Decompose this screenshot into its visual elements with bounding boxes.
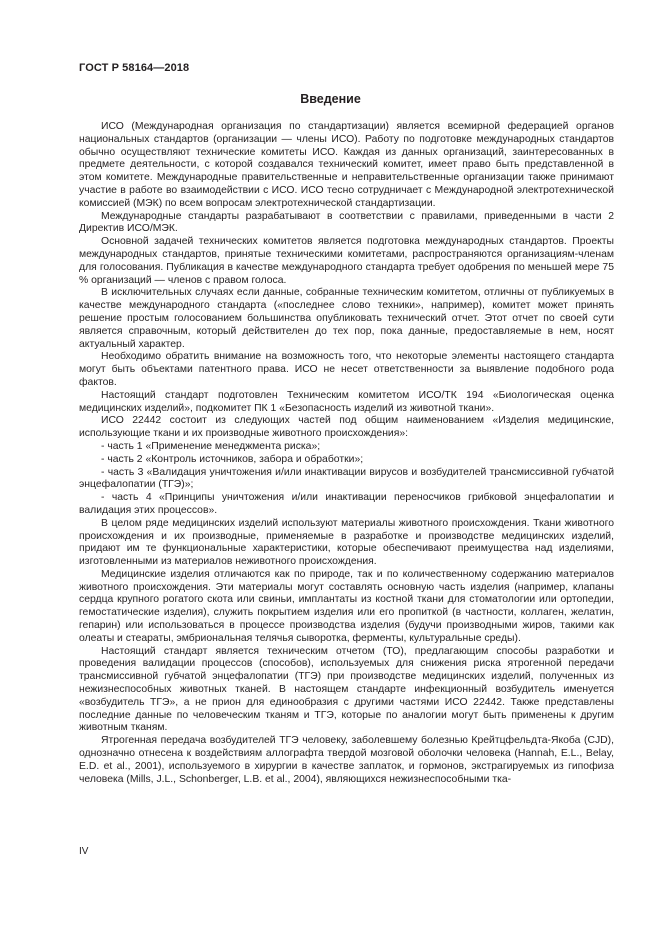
section-title: Введение — [300, 92, 361, 106]
list-item: - часть 4 «Принципы уничтожения и/или инактивации переносчиков грибковой энцефалопатии и валидация этих процессов». — [79, 492, 614, 516]
list-item: - часть 2 «Контроль источников, забора и обработки»; — [101, 453, 364, 465]
body-text — [79, 121, 614, 786]
paragraph: Настоящий стандарт является техническим отчетом (ТО), предлагающим способы разработки и проведения валидации процессов (способов), используемых для снижения риска ятрогенной передачи трансмиссивной губчатой энцефалопатии (ТГЭ) при производстве медицинских изделий, полученных из нежизнеспособных животных тканей. В настоящем стандарте инфекционный возбудитель именуется «возбудитель ТГЭ», а не прион для единообразия с другими частями ИСО 22442. Также представлены последние данные по человеческим тканям и ТГЭ, которые по аналогии могут быть применены к другим животным тканям. — [79, 645, 614, 734]
paragraph: Настоящий стандарт подготовлен Техническим комитетом ИСО/ТК 194 «Биологическая оценка медицинских изделий», подкомитет ПК 1 «Безопасность изделий из животной ткани». — [79, 389, 614, 414]
list-item: - часть 3 «Валидация уничтожения и/или инактивации вирусов и возбудителей трансмиссивной губчатой энцефалопатии (ТГЭ)»; — [79, 466, 614, 491]
paragraph: В исключительных случаях если данные, собранные техническим комитетом, отличны от публикуемых в качестве международного стандарта («последнее слово техники», например), комитет может принять решение простым голосованием большинства опубликовать технический отчет. Этот отчет по своей сути является справочным, который действителен до тех пор, пока данные, предоставляемые в нем, носят актуальный характер. — [79, 287, 614, 350]
paragraph: Медицинские изделия отличаются как по природе, так и по количественному содержанию материалов животного происхождения. Эти материалы могут составлять основную часть изделия (например, клапаны сердца крупного рогатого скота или свиньи, имплантаты из костной ткани для стоматологии или ортопедии, гемостатические изделия), служить покрытием изделия или его пропиткой (в частности, коллаген, желатин, гепарин) или использоваться в процессе производства изделия (будучи производными жиров, такими как олеаты и стеараты, эмбриональная телячья сыворотка, ферменты, культуральные среды). — [79, 568, 614, 644]
paragraph: Необходимо обратить внимание на возможность того, что некоторые элементы настоящего стандарта могут быть объектами патентного права. ИСО не несет ответственности за выявление подобного рода фактов. — [79, 351, 614, 388]
standard-code-header: ГОСТ Р 58164—2018 — [79, 62, 190, 74]
paragraph: Международные стандарты разрабатывают в соответствии с правилами, приведенными в части 2 Директив ИСО/МЭК. — [79, 210, 614, 235]
paragraph: В целом ряде медицинских изделий используют материалы животного происхождения. Ткани животного происхождения и их производные, применяемые в разработке и производстве медицинских изделий, придают им те функциональные характеристики, которые обеспечивают преимущества над изделиями, изготовленными из материалов неживотного происхождения. — [79, 517, 614, 568]
paragraph: ИСО (Международная организация по стандартизации) является всемирной федерацией органов национальных стандартов (организации — члены ИСО). Работу по подготовке международных стандартов обычно осуществляют технические комитеты ИСО. Каждая из данных организаций, заинтересованных в предмете деятельности, с которой создавался технический комитет, имеет право быть представленной в этом комитете. Международные правительственные и неправительственные организации также принимают участие в работе во взаимодействии с ИСО. ИСО тесно сотрудничает с Международной электротехнической комиссией (МЭК) по всем вопросам электротехнической стандартизации. — [79, 121, 614, 209]
paragraph: Ятрогенная передача возбудителей ТГЭ человеку, заболевшему болезнью Крейтцфельдта-Якоба (CJD), однозначно отнесена к воздействиям аллографта твердой мозговой оболочки человека (Hannah, E.L., Belay, E.D. et al., 2001), используемого в хирургии в качестве заплаток, и гормонов, экстрагируемых из гипофиза человека (Mills, J.L., Schonberger, L.B. et al., 2004), являющихся нежизнеспособными тка- — [79, 735, 614, 785]
paragraph: ИСО 22442 состоит из следующих частей под общим наименованием «Изделия медицинские, использующие ткани и их производные животного происхождения»: — [79, 415, 614, 440]
page-number: IV — [79, 846, 89, 857]
paragraph: Основной задачей технических комитетов является подготовка международных стандартов. Проекты международных стандартов, принятые техническими комитетами, распространяются организациям-членам для голосования. Публикация в качестве международного стандарта требует одобрения по меньшей мере 75 % организаций — членов с правом голоса. — [79, 236, 614, 286]
list-item: - часть 1 «Применение менеджмента риска»; — [101, 440, 321, 452]
